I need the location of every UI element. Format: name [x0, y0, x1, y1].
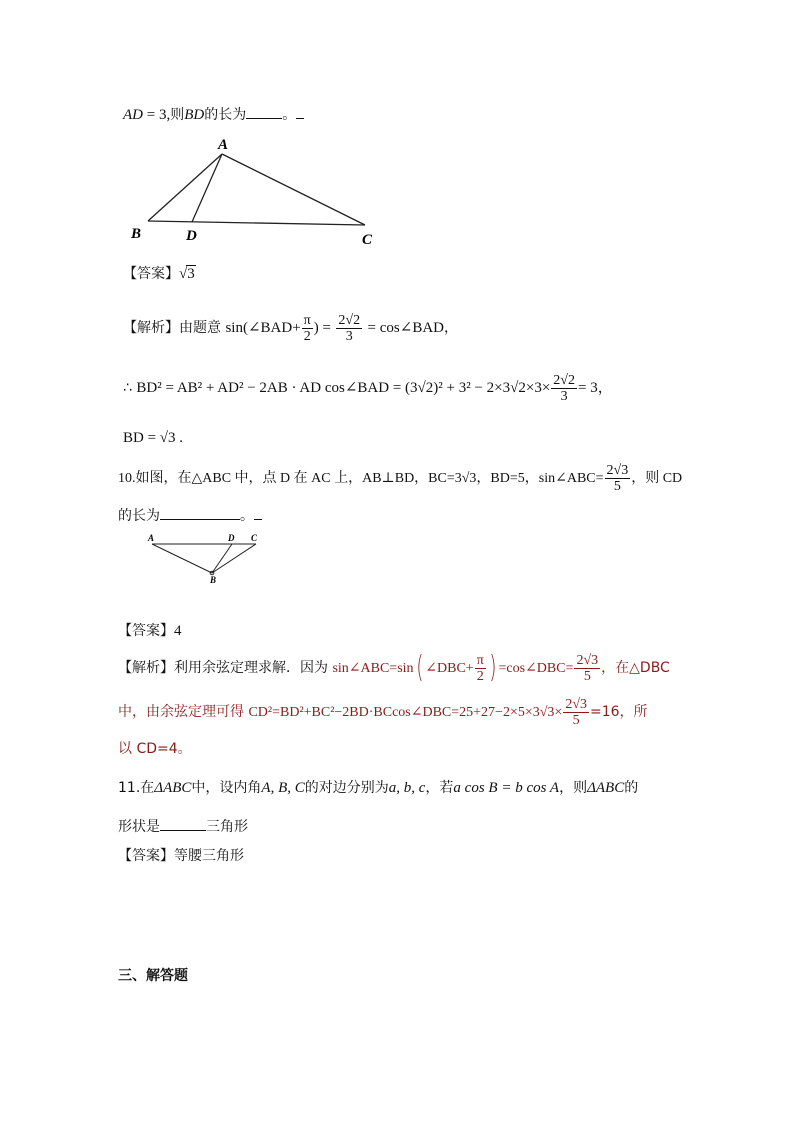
q11-shape-is: 形状是 [118, 819, 160, 835]
q9-length-is: 的长为 [204, 107, 247, 123]
q10-stem-frac: $\frac{2√3}{5}$ [606, 462, 629, 494]
q10-a1-inner: ∠DBC+ [425, 661, 474, 676]
q10-side-bc [212, 544, 256, 573]
q9-side-ab [148, 154, 222, 221]
section-heading: 三、解答题 [118, 968, 188, 984]
q11-angles: A, B, C [261, 780, 305, 796]
q10-label-b: B [210, 575, 217, 585]
q10-answer-value: 4 [174, 623, 182, 639]
q11-answer-tag: 【答案】 [118, 848, 174, 864]
q10-answer-blank-tail [254, 519, 262, 520]
q10-a1-pi-frac: $\frac{\pi}{2}$ [476, 652, 484, 684]
q10-a1-frac: $\frac{2√3}{5}$ [576, 652, 599, 684]
q9-side-ac [222, 154, 365, 225]
q9-a1-pi-frac: $\frac{\pi}{2}$ [303, 312, 311, 344]
q10-a1-expr2: =cos∠DBC= [498, 661, 574, 676]
q10-left-paren: ( [415, 650, 423, 685]
q9-answer-tag: 【答案】 [123, 266, 179, 282]
q11-sides: a, b, c [388, 780, 426, 796]
q10-answer-tag: 【答案】 [118, 623, 174, 639]
q9-a1-expr1: sin(∠BAD+ [225, 320, 301, 336]
q11-triangle-1: ΔABC [154, 780, 192, 796]
q10-stem-line2 [118, 505, 262, 525]
q10-label-a: A [148, 533, 155, 543]
q9-label-b: B [131, 226, 142, 242]
q11-answer-value: 等腰三角形 [174, 848, 244, 864]
q9-therefore: ∴ [123, 380, 132, 396]
q9-analysis-line2 [123, 368, 613, 408]
q9-eq: = 3, [143, 107, 171, 123]
q10-right-paren: ) [489, 650, 497, 685]
q9-then: 则 [170, 107, 185, 123]
q11-text-e: 的对边分别为 [304, 780, 389, 796]
q9-a1-frac: $\frac{2√2}{3}$ [338, 312, 361, 344]
q10-answer-blank [160, 519, 240, 520]
q10-a2-expr: CD²=BD²+BC²−2BD·BCcos∠DBC=25+27−2×5×3√3× [248, 705, 563, 720]
q9-segment-ad [192, 154, 222, 222]
q10-analysis-line3: 以 CD=4。 [118, 741, 192, 757]
q10-stem-line1 [118, 460, 682, 496]
q10-analysis-line2 [118, 692, 648, 732]
q11-stem-line1 [118, 777, 638, 797]
q9-a1-expr3: = cos∠BAD [367, 320, 444, 336]
q11-answer-blank [160, 830, 206, 831]
q11-text-k: 的 [624, 780, 639, 796]
q10-segment-bd [212, 544, 232, 573]
q10-side-ab [152, 544, 212, 573]
q9-analysis-line1 [123, 308, 458, 348]
q10-a2-end: =16，所 [590, 704, 648, 720]
q10-label-c: C [251, 533, 258, 543]
q9-analysis-tag: 【解析】 [123, 320, 179, 336]
q9-answer-value: 3 [187, 266, 195, 282]
q10-period: 。 [240, 508, 254, 524]
q11-number: 11.在 [118, 780, 155, 796]
q9-a2-frac: $\frac{2√2}{3}$ [553, 372, 575, 404]
q10-analysis-line1 [118, 648, 670, 688]
q11-text-c: 中，设内角 [191, 780, 262, 796]
q10-stem1-end: ，则 CD [631, 471, 683, 486]
q11-triangle-2: ΔABC [587, 780, 625, 796]
q10-a2-lead: 中，由余弦定理可得 [118, 704, 249, 720]
q9-period: 。 [282, 107, 297, 123]
q10-triangle-figure [144, 530, 270, 586]
q9-triangle-figure [128, 134, 383, 246]
q9-answer-blank-tail [296, 118, 304, 119]
q9-label-a: A [218, 137, 229, 153]
q10-a1-end: ，在△DBC [601, 660, 670, 676]
q10-stem1: 10.如图，在△ABC 中，点 D 在 AC 上，AB⊥BD，BC=3√3，BD=5，sin∠ABC= [118, 471, 604, 486]
q9-stem-line [123, 104, 304, 124]
q10-a1-expr1: sin∠ABC=sin [332, 661, 414, 676]
q10-analysis-tag: 【解析】 [118, 660, 174, 676]
q11-stem-line2 [118, 816, 248, 836]
q9-answer-blank [246, 118, 282, 119]
q10-a1-lead: 利用余弦定理求解．因为 [174, 660, 333, 676]
q9-ad: AD [123, 107, 143, 123]
q9-bd: BD [184, 107, 205, 123]
q9-a1-expr2: ) = [313, 320, 331, 336]
q9-a1-end: ， [444, 320, 458, 336]
q9-analysis-text: 由题意 [179, 320, 221, 336]
q10-label-d: D [228, 533, 235, 543]
q10-a2-frac: $\frac{2√3}{5}$ [565, 696, 588, 728]
q11-triangle-word: 三角形 [206, 819, 248, 835]
q11-condition: a cos B = b cos A [453, 780, 560, 796]
q9-side-bc [148, 221, 365, 225]
q9-label-d: D [186, 228, 197, 244]
q9-answer: 【答案】√3 [123, 266, 195, 282]
q9-a2-end: = 3， [577, 380, 613, 396]
q10-length-is: 的长为 [118, 508, 160, 524]
q11-answer [118, 845, 244, 865]
q10-answer [118, 620, 182, 640]
q9-a2-expr: BD² = AB² + AD² − 2AB · AD cos∠BAD = (3√2)² + 3² − 2×3√2×3× [136, 380, 551, 396]
q11-text-g: ，若 [425, 780, 454, 796]
q9-analysis-line3: BD = √3 . [123, 430, 184, 446]
q9-label-c: C [362, 232, 373, 246]
q11-text-i: ，则 [559, 780, 588, 796]
